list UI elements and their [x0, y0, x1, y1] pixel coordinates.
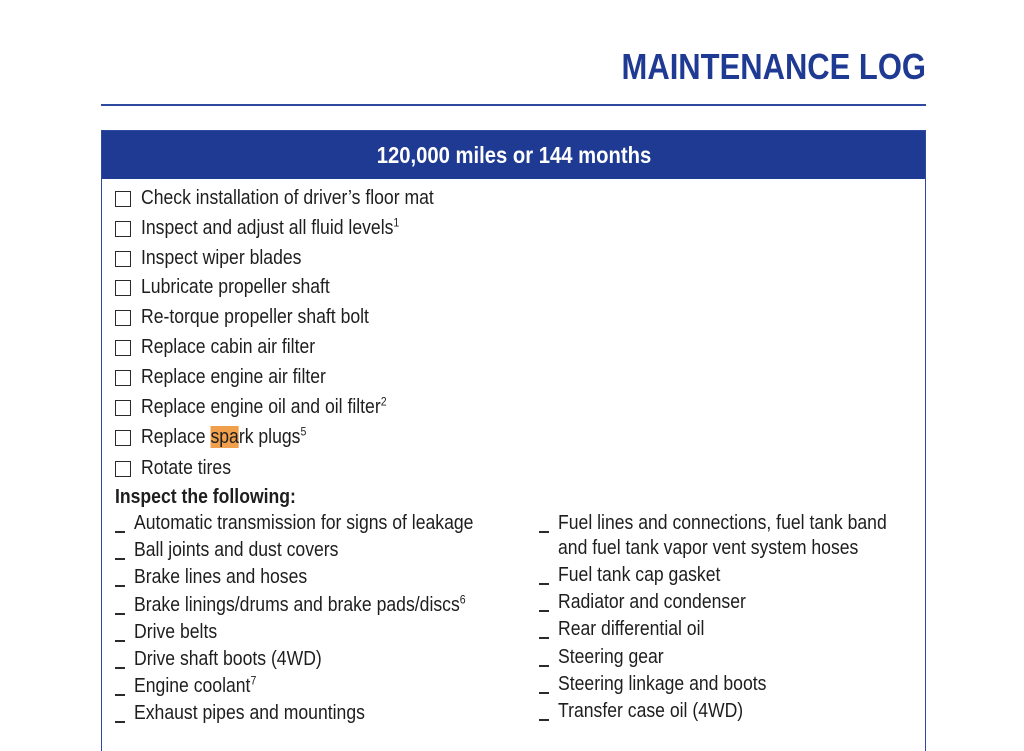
footnote-ref: 2 [380, 394, 387, 409]
inspect-item [539, 563, 743, 588]
inspect-item [115, 701, 396, 726]
inspect-label: Engine coolant$^7$ [134, 673, 257, 697]
task-item [115, 366, 351, 389]
task-item [115, 276, 356, 299]
task-checkbox[interactable] [115, 221, 131, 237]
search-highlight: spa [210, 426, 239, 448]
inspect-item [115, 511, 520, 536]
task-label: Check installation of driver’s floor mat [141, 187, 434, 209]
blank-line[interactable] [115, 667, 125, 669]
task-item [115, 396, 420, 419]
inspect-item [539, 699, 768, 724]
task-item [115, 336, 339, 359]
inspect-label: Drive belts [134, 621, 218, 643]
blank-line[interactable] [115, 613, 125, 615]
task-checkbox[interactable] [115, 191, 131, 207]
blank-line[interactable] [115, 721, 125, 723]
inspect-item [539, 590, 771, 615]
inspect-label: Transfer case oil (4WD) [558, 700, 744, 722]
blank-line[interactable] [115, 694, 125, 696]
footnote-ref: 6 [459, 592, 466, 607]
inspect-item [115, 620, 228, 645]
inspect-label: Ball joints and dust covers [134, 539, 339, 561]
blank-line[interactable] [115, 531, 125, 533]
task-item [115, 426, 329, 449]
inspect-label: Radiator and condenser [558, 591, 746, 613]
inspect-item [539, 672, 795, 697]
inspect-item [539, 617, 724, 642]
blank-line[interactable] [539, 583, 549, 585]
inspect-item [115, 647, 347, 672]
footnote-ref: 7 [250, 673, 257, 688]
task-label: Replace spark plugs$^5$ [141, 424, 307, 448]
blank-line[interactable] [115, 640, 125, 642]
task-label: Replace engine oil and oil filter$^2$ [141, 394, 387, 418]
interval-label: 120,000 miles or 144 months [376, 141, 651, 168]
inspect-item [115, 674, 273, 699]
task-item [115, 457, 243, 480]
task-checkbox[interactable] [115, 400, 131, 416]
blank-line[interactable] [539, 637, 549, 639]
task-label: Re-torque propeller shaft bolt [141, 306, 369, 328]
inspect-label: Steering linkage and boots [558, 673, 767, 695]
blank-line[interactable] [115, 558, 125, 560]
blank-line[interactable] [115, 585, 125, 587]
task-checkbox[interactable] [115, 251, 131, 267]
inspect-label: Fuel lines and connections, fuel tank band and fuel tank vapor vent system hoses [558, 512, 887, 559]
inspect-label: Drive shaft boots (4WD) [134, 648, 322, 670]
inspect-label: Rear differential oil [558, 618, 705, 640]
task-checkbox[interactable] [115, 280, 131, 296]
inspect-heading: Inspect the following: [115, 486, 296, 508]
task-label: Inspect and adjust all fluid levels$^1$ [141, 215, 400, 239]
page-title: MAINTENANCE LOG [621, 46, 926, 87]
inspect-label: Fuel tank cap gasket [558, 564, 721, 586]
task-item [115, 306, 400, 329]
blank-line[interactable] [539, 692, 549, 694]
task-item [115, 217, 435, 240]
task-label: Inspect wiper blades [141, 247, 302, 269]
task-label: Rotate tires [141, 457, 231, 479]
blank-line[interactable] [539, 719, 549, 721]
blank-line[interactable] [539, 531, 549, 533]
blank-line[interactable] [539, 610, 549, 612]
inspect-label: Brake lines and hoses [134, 566, 308, 588]
interval-header [102, 131, 925, 179]
inspect-item [115, 538, 366, 563]
task-label: Lubricate propeller shaft [141, 276, 330, 298]
inspect-item [539, 511, 932, 561]
task-label: Replace engine air filter [141, 366, 326, 388]
title-divider [101, 104, 926, 106]
inspect-label: Exhaust pipes and mountings [134, 702, 365, 724]
inspect-label: Steering gear [558, 646, 664, 668]
inspect-item [115, 565, 331, 590]
inspect-label: Automatic transmission for signs of leakage [134, 512, 474, 534]
footnote-ref: 1 [393, 215, 400, 230]
task-checkbox[interactable] [115, 340, 131, 356]
task-checkbox[interactable] [115, 461, 131, 477]
task-label: Replace cabin air filter [141, 336, 316, 358]
task-checkbox[interactable] [115, 370, 131, 386]
maintenance-panel [101, 130, 926, 751]
blank-line[interactable] [539, 665, 549, 667]
task-checkbox[interactable] [115, 430, 131, 446]
inspect-label: Brake linings/drums and brake pads/discs$^6$ [134, 592, 466, 616]
task-item [115, 247, 323, 270]
inspect-item [539, 645, 678, 670]
task-item [115, 187, 474, 210]
footnote-ref: 5 [300, 424, 307, 439]
inspect-item [115, 593, 511, 618]
task-checkbox[interactable] [115, 310, 131, 326]
